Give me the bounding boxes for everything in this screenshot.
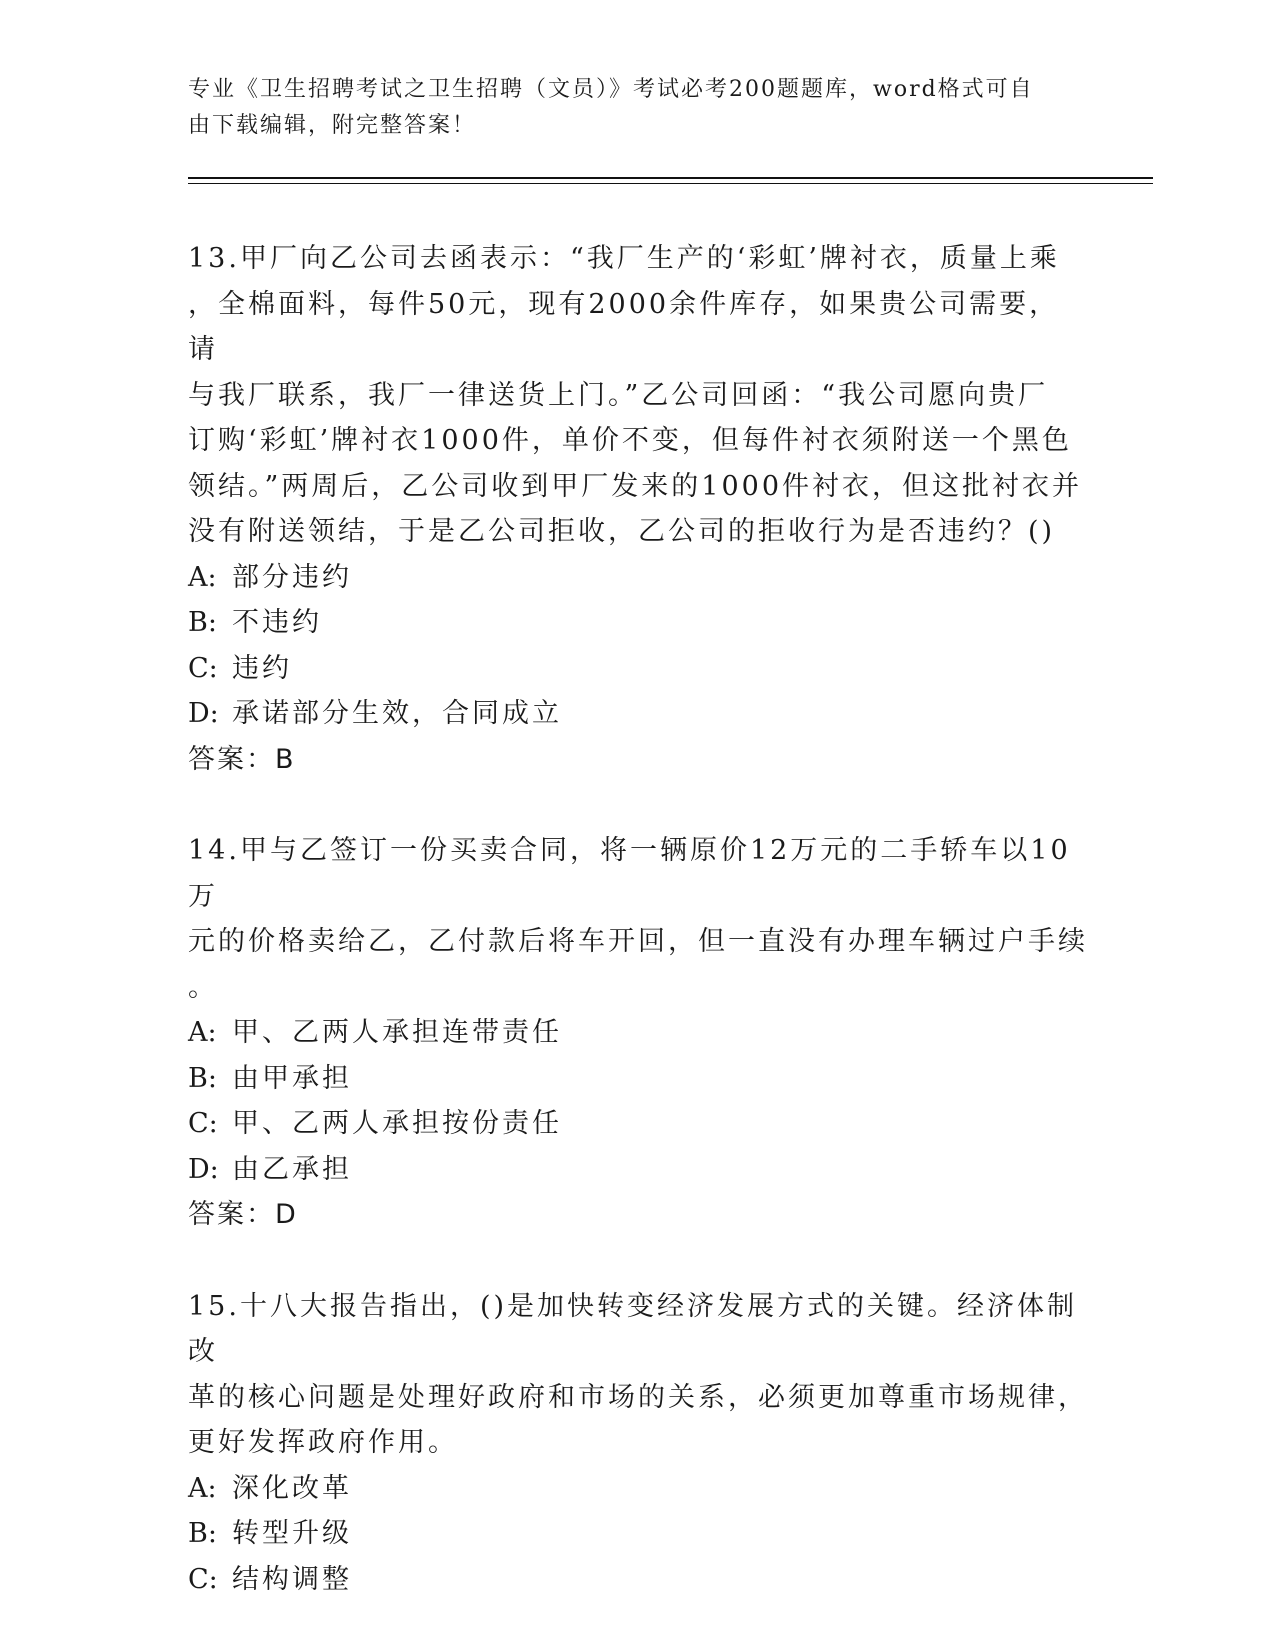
option-text: 转型升级 bbox=[232, 1518, 352, 1549]
header-divider-thick bbox=[188, 177, 1153, 179]
question-list bbox=[188, 236, 1088, 1648]
question-13-option-d bbox=[188, 691, 1088, 737]
question-13-option-a bbox=[188, 555, 1088, 601]
question-14-option-a bbox=[188, 1010, 1088, 1056]
question-13-line-3: 与我厂联系，我厂一律送货上门。”乙公司回函：“我公司愿向贵厂 bbox=[188, 379, 1049, 411]
question-15-option-c bbox=[188, 1557, 1088, 1603]
question-13-line-2: ，全棉面料，每件50元，现有2000余件库存，如果贵公司需要，请 bbox=[188, 288, 1060, 365]
option-label: D: bbox=[188, 698, 219, 729]
question-13-line-1: 13.甲厂向乙公司去函表示：“我厂生产的‘彩虹’牌衬衣，质量上乘 bbox=[188, 243, 1060, 274]
document-header bbox=[188, 72, 1088, 144]
option-label: B: bbox=[188, 1062, 217, 1094]
question-14-option-c bbox=[188, 1101, 1088, 1147]
option-label: A: bbox=[188, 561, 217, 593]
question-14 bbox=[188, 828, 1088, 1238]
option-text: 甲、乙两人承担按份责任 bbox=[232, 1108, 562, 1139]
question-13-line-4: 订购‘彩虹’牌衬衣1000件，单价不变，但每件衬衣须附送一个黑色 bbox=[188, 425, 1072, 456]
option-text: 部分违约 bbox=[232, 561, 352, 593]
question-14-line-1: 14.甲与乙签订一份买卖合同，将一辆原价12万元的二手轿车以10万 bbox=[188, 835, 1071, 912]
question-15-line-1: 15.十八大报告指出，()是加快转变经济发展方式的关键。经济体制改 bbox=[188, 1290, 1078, 1367]
option-text: 深化改革 bbox=[232, 1472, 352, 1504]
question-13-line-5: 领结。”两周后，乙公司收到甲厂发来的1000件衬衣，但这批衬衣并 bbox=[188, 470, 1083, 502]
question-14-option-d bbox=[188, 1147, 1088, 1193]
question-15 bbox=[188, 1284, 1088, 1603]
header-divider-thin bbox=[188, 183, 1153, 184]
option-text: 不违约 bbox=[232, 607, 322, 638]
option-label: C: bbox=[188, 652, 218, 684]
option-label: A: bbox=[188, 1472, 217, 1504]
question-15-line-3: 更好发挥政府作用。 bbox=[188, 1427, 458, 1458]
header-line-2: 由下载编辑，附完整答案！ bbox=[188, 113, 477, 138]
question-14-option-b bbox=[188, 1056, 1088, 1102]
question-15-option-a bbox=[188, 1466, 1088, 1512]
question-14-answer: 答案：D bbox=[188, 1199, 298, 1230]
option-label: D: bbox=[188, 1153, 219, 1185]
question-13-answer: 答案：B bbox=[188, 743, 296, 775]
question-13 bbox=[188, 236, 1088, 782]
question-13-option-b bbox=[188, 600, 1088, 646]
option-label: B: bbox=[188, 1518, 217, 1549]
option-text: 由甲承担 bbox=[232, 1062, 352, 1094]
option-label: A: bbox=[188, 1017, 217, 1048]
header-line-1: 专业《卫生招聘考试之卫生招聘（文员）》考试必考200题题库，word格式可自 bbox=[188, 77, 1034, 102]
option-text: 违约 bbox=[232, 652, 292, 684]
question-14-line-3: 。 bbox=[188, 971, 218, 1003]
option-text: 由乙承担 bbox=[232, 1153, 352, 1185]
option-text: 结构调整 bbox=[232, 1563, 352, 1595]
question-13-option-c bbox=[188, 646, 1088, 692]
option-text: 承诺部分生效，合同成立 bbox=[232, 698, 562, 729]
question-14-line-2: 元的价格卖给乙，乙付款后将车开回，但一直没有办理车辆过户手续 bbox=[188, 926, 1088, 957]
option-label: B: bbox=[188, 607, 217, 638]
question-15-option-b bbox=[188, 1511, 1088, 1557]
option-label: C: bbox=[188, 1108, 218, 1139]
option-label: C: bbox=[188, 1563, 218, 1595]
option-text: 甲、乙两人承担连带责任 bbox=[232, 1017, 562, 1048]
question-15-line-2: 革的核心问题是处理好政府和市场的关系，必须更加尊重市场规律， bbox=[188, 1381, 1088, 1413]
question-13-line-6: 没有附送领结，于是乙公司拒收，乙公司的拒收行为是否违约？() bbox=[188, 516, 1056, 547]
